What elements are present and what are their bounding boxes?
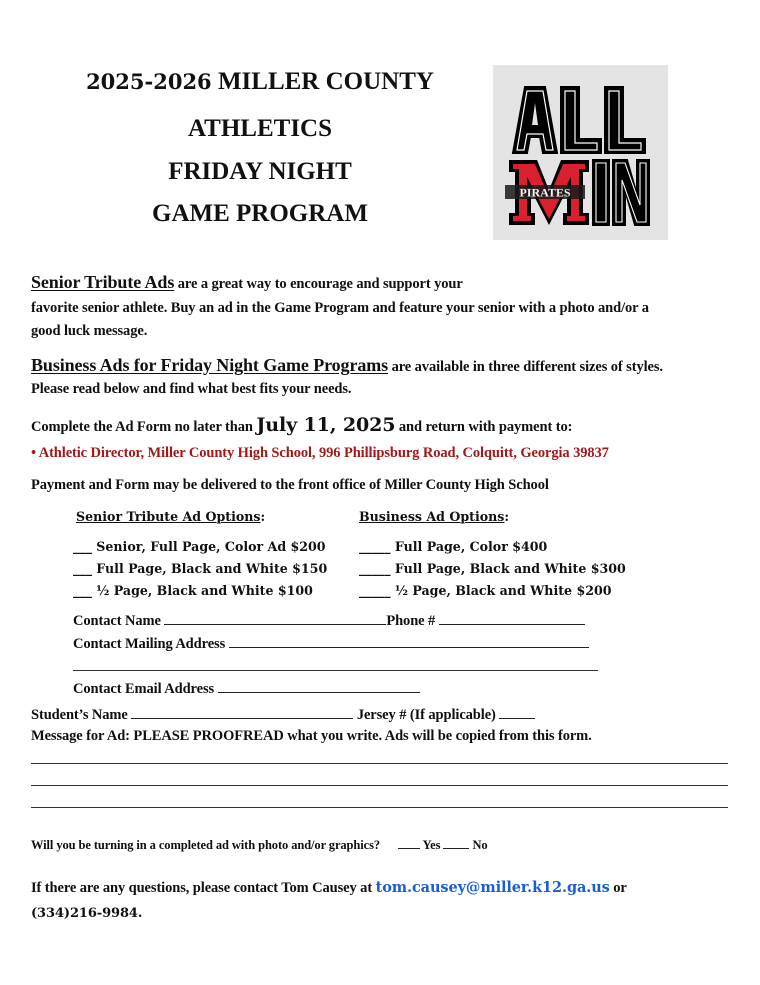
page-title-line4: GAME PROGRAM	[152, 200, 368, 227]
photo-question-row	[31, 838, 488, 853]
message-label: Message for Ad: PLEASE PROOFREAD what you write. Ads will be copied from this form.	[31, 728, 592, 744]
option-checkbox-blank[interactable]: _____	[359, 583, 391, 598]
svg-text:PIRATES: PIRATES	[519, 185, 571, 200]
contact-name-row	[73, 612, 585, 630]
option-checkbox-blank[interactable]: ___	[73, 561, 92, 576]
option-checkbox-blank[interactable]: ___	[73, 583, 92, 598]
business-intro-line2: Please read below and find what best fits your needs.	[31, 381, 352, 397]
page-title-line1	[75, 68, 445, 96]
jersey-label: Jersey # (If applicable)	[356, 707, 496, 723]
deadline-line: Complete the Ad Form no later than July 11, 2025 and return with payment to:	[31, 414, 573, 436]
business-intro-line1: Business Ads for Friday Night Game Programs are available in three different sizes of styles.	[31, 355, 663, 375]
logo-graphic	[493, 65, 668, 240]
email-label: Contact Email Address	[73, 681, 215, 697]
yes-blank[interactable]	[398, 838, 420, 849]
option-checkbox-blank[interactable]: _____	[359, 539, 391, 554]
no-blank[interactable]	[443, 838, 469, 849]
email-field[interactable]	[218, 680, 420, 693]
senior-options-heading: Senior Tribute Ad Options:	[76, 509, 266, 524]
senior-option-half-bw[interactable]: ___ ½ Page, Black and White $100	[73, 583, 313, 598]
business-option-full-color[interactable]: _____ Full Page, Color $400	[359, 539, 548, 554]
contact-name-label: Contact Name	[73, 613, 161, 629]
business-options-heading: Business Ad Options:	[359, 509, 510, 524]
deadline-date: July 11, 2025	[256, 414, 396, 436]
senior-intro-line3: good luck message.	[31, 323, 148, 339]
phone-field[interactable]	[439, 612, 585, 625]
mailing-address-field-line2[interactable]	[73, 670, 598, 671]
title-county: MILLER COUNTY	[217, 68, 434, 95]
senior-option-full-color[interactable]: ___ Senior, Full Page, Color Ad $200	[73, 539, 326, 554]
page-title-line3: FRIDAY NIGHT	[168, 158, 352, 185]
business-ads-heading: Business Ads for Friday Night Game Programs	[31, 355, 389, 375]
message-field-line1[interactable]	[31, 763, 728, 764]
student-row	[31, 706, 535, 724]
contact-name-field[interactable]	[164, 612, 386, 625]
student-name-label: Student’s Name	[31, 707, 128, 723]
photo-question-label: Will you be turning in a completed ad with photo and/or graphics?	[31, 838, 380, 852]
student-name-field[interactable]	[131, 706, 353, 719]
page-title-line2: ATHLETICS	[187, 115, 333, 142]
senior-intro-line2: favorite senior athlete. Buy an ad in the Game Program and feature your senior with a photo and/or a	[31, 300, 649, 316]
title-year: 2025-2026	[86, 69, 212, 94]
contact-line1: If there are any questions, please contact Tom Causey at tom.causey@miller.k12.ga.us or	[31, 879, 627, 896]
mailing-address-label: Contact Mailing Address	[73, 636, 226, 652]
mailing-address: • Athletic Director, Miller County High School, 996 Phillipsburg Road, Colquitt, Georgia 39837	[31, 445, 609, 461]
senior-tribute-heading: Senior Tribute Ads	[31, 272, 175, 292]
jersey-field[interactable]	[499, 706, 535, 719]
option-checkbox-blank[interactable]: ___	[73, 539, 92, 554]
all-in-pirates-logo	[493, 65, 668, 240]
message-field-line3[interactable]	[31, 807, 728, 808]
senior-intro-line1: Senior Tribute Ads are a great way to encourage and support your	[31, 272, 463, 292]
no-label: No	[472, 838, 488, 852]
yes-label: Yes	[422, 838, 441, 852]
business-option-full-bw[interactable]: _____ Full Page, Black and White $300	[359, 561, 626, 576]
senior-option-full-bw[interactable]: ___ Full Page, Black and White $150	[73, 561, 328, 576]
contact-phone: (334)216-9984.	[31, 906, 143, 921]
option-checkbox-blank[interactable]: _____	[359, 561, 391, 576]
business-option-half-bw[interactable]: _____ ½ Page, Black and White $200	[359, 583, 612, 598]
contact-email-link[interactable]: tom.causey@miller.k12.ga.us	[375, 879, 610, 896]
phone-label: Phone #	[386, 613, 436, 629]
mailing-address-row	[73, 635, 589, 653]
delivery-note: Payment and Form may be delivered to the front office of Miller County High School	[31, 477, 549, 493]
email-row	[73, 680, 420, 698]
message-field-line2[interactable]	[31, 785, 728, 786]
mailing-address-field[interactable]	[229, 635, 589, 648]
